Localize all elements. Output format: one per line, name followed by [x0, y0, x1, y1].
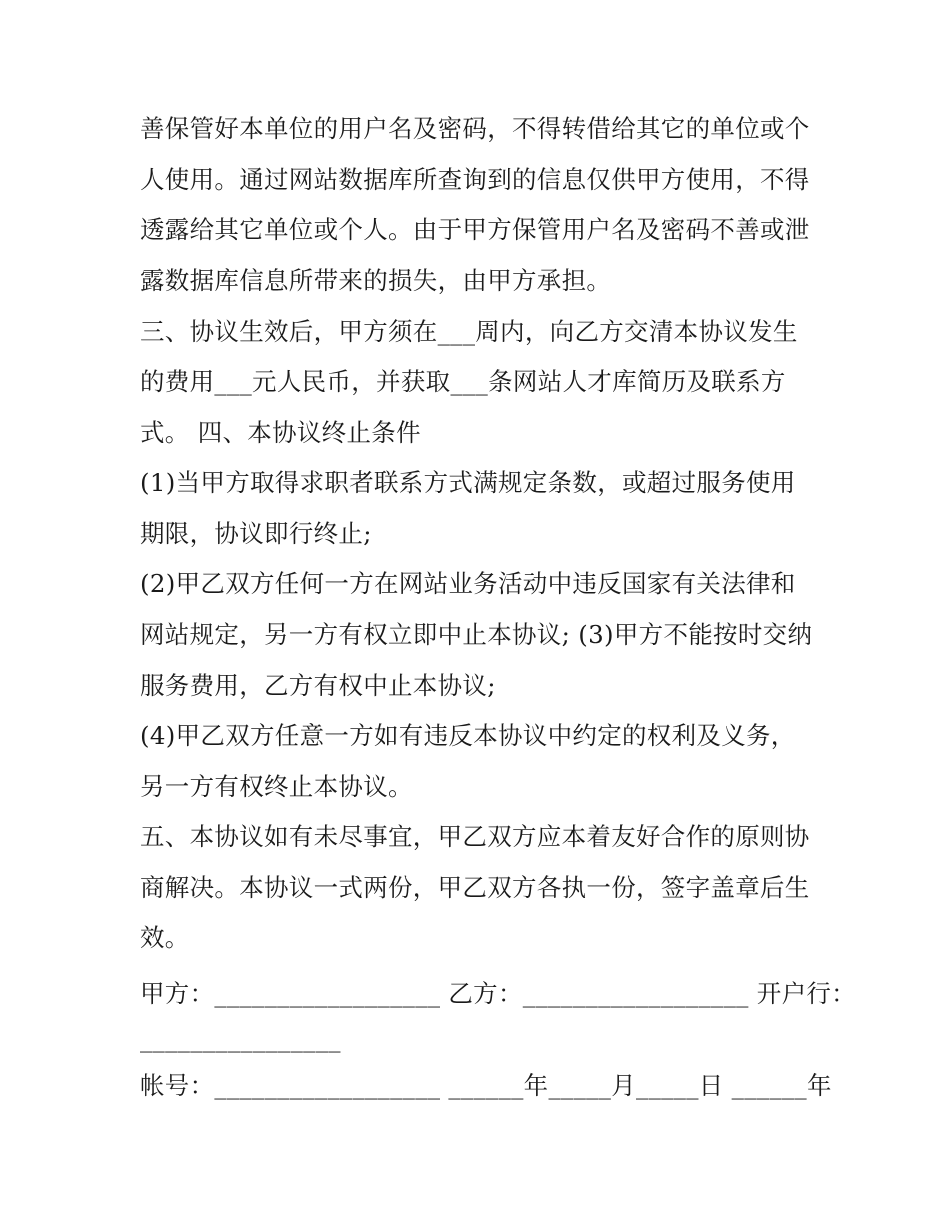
signature-line-account-date: 帐号：__________________ ______年_____月_____日 ______年 [140, 1071, 832, 1100]
signature-line-parties: 甲方：__________________ 乙方：__________________ 开户行： [140, 979, 856, 1008]
text-line: 商解决。本协议一式两份，甲乙双方各执一份，签字盖章后生 [140, 873, 810, 902]
text-line: (2)甲乙双方任何一方在网站业务活动中违反国家有关法律和 [140, 569, 796, 598]
text-line: 的费用___元人民币，并获取___条网站人才库简历及联系方 [140, 367, 786, 396]
text-line: 露数据库信息所带来的损失，由甲方承担。 [140, 266, 612, 295]
text-line: 五、本协议如有未尽事宜，甲乙双方应本着友好合作的原则协 [140, 822, 810, 851]
text-line: 善保管好本单位的用户名及密码，不得转借给其它的单位或个 [140, 114, 810, 143]
text-line: 另一方有权终止本协议。 [140, 772, 413, 801]
text-line: 式。 四、本协议终止条件 [140, 418, 421, 447]
text-line: 效。 [140, 923, 190, 952]
text-line: 三、协议生效后，甲方须在___周内，向乙方交清本协议发生 [140, 317, 798, 346]
text-line: 服务费用，乙方有权中止本协议; [140, 671, 496, 700]
text-line: 网站规定，另一方有权立即中止本协议; (3)甲方不能按时交纳 [140, 620, 813, 649]
text-line: 期限，协议即行终止; [140, 519, 372, 548]
text-line: 人使用。通过网站数据库所查询到的信息仅供甲方使用，不得 [140, 165, 810, 194]
text-line: (1)当甲方取得求职者联系方式满规定条数，或超过服务使用 [140, 468, 796, 497]
signature-line-bank-blank: ________________ [140, 1024, 341, 1053]
text-line: 透露给其它单位或个人。由于甲方保管用户名及密码不善或泄 [140, 215, 810, 244]
text-line: (4)甲乙双方任意一方如有违反本协议中约定的权利及义务， [140, 721, 796, 750]
